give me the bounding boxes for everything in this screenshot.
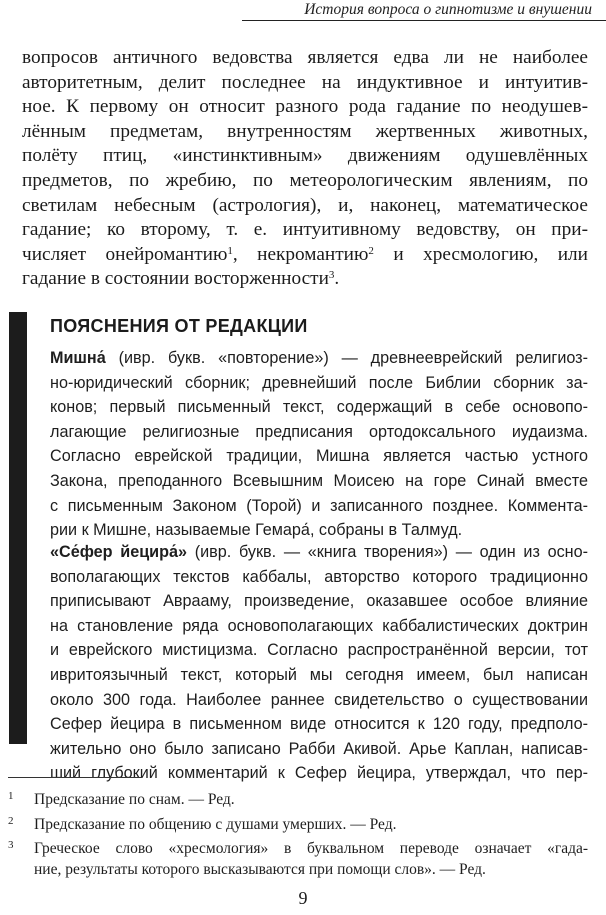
note-line: Закона, преподанного Всевышним Моисею на горе Синай вместе [50, 471, 588, 490]
note-line: ивритоязычный текст, который мы сегодня имеем, был написан [50, 665, 588, 684]
header-rule [242, 20, 606, 21]
body-line [22, 243, 588, 268]
body-text: и хресмологию, или [373, 243, 589, 265]
note-line: лагающие религиозные предписания ортодоксального иудаизма. [50, 422, 588, 441]
note-line: приписывают Аврааму, произведение, оказавшее особое влияние [50, 592, 588, 611]
editorial-sidebar-bar [9, 312, 27, 744]
note-line: Согласно еврейской традиции, Мишна является частью устного [50, 447, 588, 466]
note-line: жительно оно было записано Рабби Акивой. Арье Каплан, написав- [50, 739, 588, 758]
footnote-text: Греческое слово «хресмология» в буквальном переводе означает «гада- [34, 840, 588, 857]
note-line: ший глубокий комментарий к Сефер йецира, утверждал, что пер- [50, 764, 588, 783]
footnote-ref-3: 3 [328, 269, 335, 282]
body-line: лённым предметам, внутренностям жертвенных животных, [22, 120, 588, 142]
body-text: гадание в состоянии восторженности [22, 268, 329, 290]
note-line: но-юридический сборник; древнейший после Библии сборник за- [50, 373, 588, 392]
note-line: около 300 года. Наиболее раннее свидетельство о существовании [50, 690, 588, 709]
body-line: вопросов античного ведовства является едва ли не наиболее [22, 47, 588, 68]
body-text: числяет онейромантию [22, 243, 228, 265]
body-line [22, 267, 588, 292]
footnote-number: 2 [8, 815, 14, 827]
body-line: гадание; ко второму, т. е. интуитивному ведовству, он при- [22, 219, 588, 241]
body-paragraph [22, 46, 588, 292]
footnote-text: Предсказание по снам. — Ред. [34, 791, 235, 808]
note-line [50, 540, 588, 565]
body-text: . [334, 268, 340, 290]
body-line: предметов, по жребию, по метеорологическим явлениям, по [22, 169, 588, 191]
body-text: , некромантию [232, 243, 369, 265]
note-text: (ивр. букв. «повторение») — древнееврейский религиоз- [105, 349, 588, 367]
editorial-note-sefer-yetzirah [50, 540, 588, 786]
note-term: Мишна́ [50, 349, 106, 367]
page-number: 9 [298, 888, 308, 908]
running-header [0, 0, 606, 22]
body-line: ное. К первому он относит разного рода гадание по неодушев- [22, 96, 588, 118]
footnote-separator [8, 777, 142, 778]
note-line [50, 346, 588, 371]
body-line: светилам небесным (астрология), и, наконец, математическое [22, 194, 588, 216]
footnote-number: 3 [8, 839, 14, 851]
footnote-number: 1 [8, 790, 14, 802]
footnote-ref-2: 2 [368, 244, 374, 257]
body-line: авторитетным, делит последнее на индуктивное и интуитив- [22, 71, 588, 93]
footnote-text: Предсказание по общению с душами умерших. — Ред. [34, 816, 397, 833]
editorial-heading: ПОЯСНЕНИЯ ОТ РЕДАКЦИИ [50, 316, 308, 336]
footnote-ref-1: 1 [227, 244, 233, 257]
note-line: на становление ряда основополагающих каббалистических доктрин [50, 616, 588, 635]
note-line: Сефер йецира в письменном виде относится к 120 году, предполо- [50, 715, 588, 734]
note-line: рии к Мишне, называемые Гемара́, собраны в Талмуд. [50, 521, 463, 540]
note-line: с письменным Законом (Торой) и записанного позднее. Коммента- [50, 496, 588, 515]
note-text: (ивр. букв. — «книга творения») — один из осно- [187, 543, 588, 561]
editorial-note-mishna [50, 346, 588, 543]
note-term: «Се́фер йецира́» [50, 543, 187, 561]
note-line: конов; первый письменный текст, содержащий в себе основопо- [50, 398, 588, 417]
body-line: полёту птиц, «инстинктивным» движениям одушевлённых [22, 145, 588, 167]
note-line: вополагающих текстов каббалы, авторство которого традиционно [50, 567, 588, 586]
note-line: и еврейского мистицизма. Согласно распространённой версии, тот [50, 641, 588, 660]
running-header-title: История вопроса о гипнотизме и внушении [304, 1, 592, 18]
footnote-text: ние, результаты которого высказываются при помощи слов». — Ред. [34, 861, 486, 878]
